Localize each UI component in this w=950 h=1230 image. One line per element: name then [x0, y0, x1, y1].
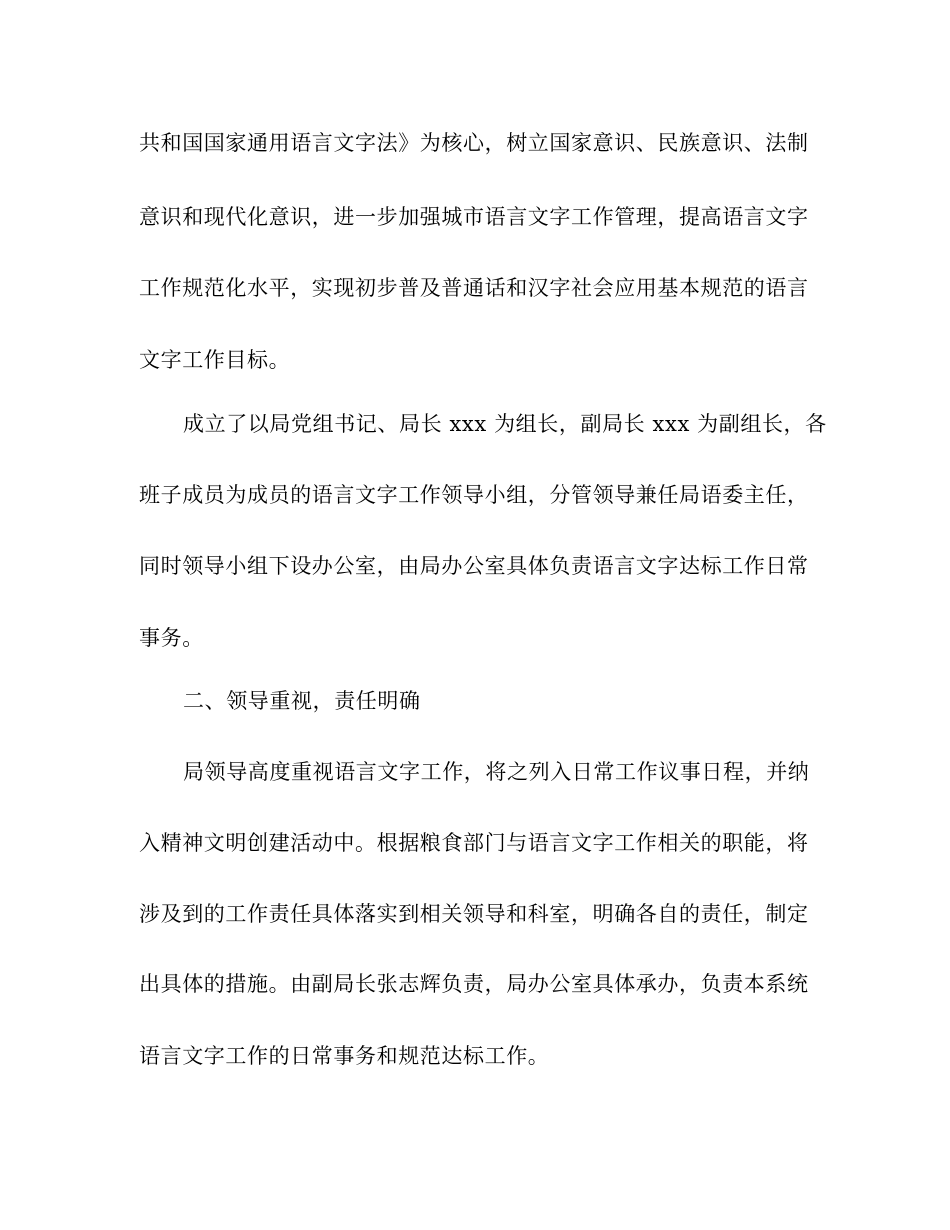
- paragraph-lead-line: 成立了以局党组书记、局长 xxx 为组长，副局长 xxx 为副组长，各: [183, 412, 827, 436]
- text-line-2: 意识和现代化意识，进一步加强城市语言文字工作管理，提高语言文字: [139, 205, 809, 229]
- text-line-14: 语言文字工作的日常事务和规范达标工作。: [139, 1044, 550, 1068]
- text-line-12: 涉及到的工作责任具体落实到相关领导和科室，明确各自的责任，制定: [139, 902, 809, 926]
- text-line-3: 工作规范化水平，实现初步普及普通话和汉字社会应用基本规范的语言: [139, 276, 809, 300]
- paragraph-lead-line: 局领导高度重视语言文字工作，将之列入日常工作议事日程，并纳: [183, 760, 810, 784]
- text-line-6: 班子成员为成员的语言文字工作领导小组，分管领导兼任局语委主任，: [139, 483, 809, 507]
- section-heading: 二、领导重视，责任明确: [183, 689, 421, 713]
- text-line-8: 事务。: [139, 626, 204, 650]
- text-line-13: 出具体的措施。由副局长张志辉负责，局办公室具体承办，负责本系统: [139, 972, 809, 996]
- text-line-7: 同时领导小组下设办公室，由局办公室具体负责语言文字达标工作日常: [139, 554, 809, 578]
- text-line-4: 文字工作目标。: [139, 348, 291, 372]
- text-line-1: 共和国国家通用语言文字法》为核心，树立国家意识、民族意识、法制: [139, 131, 809, 155]
- text-line-11: 入精神文明创建活动中。根据粮食部门与语言文字工作相关的职能，将: [139, 831, 809, 855]
